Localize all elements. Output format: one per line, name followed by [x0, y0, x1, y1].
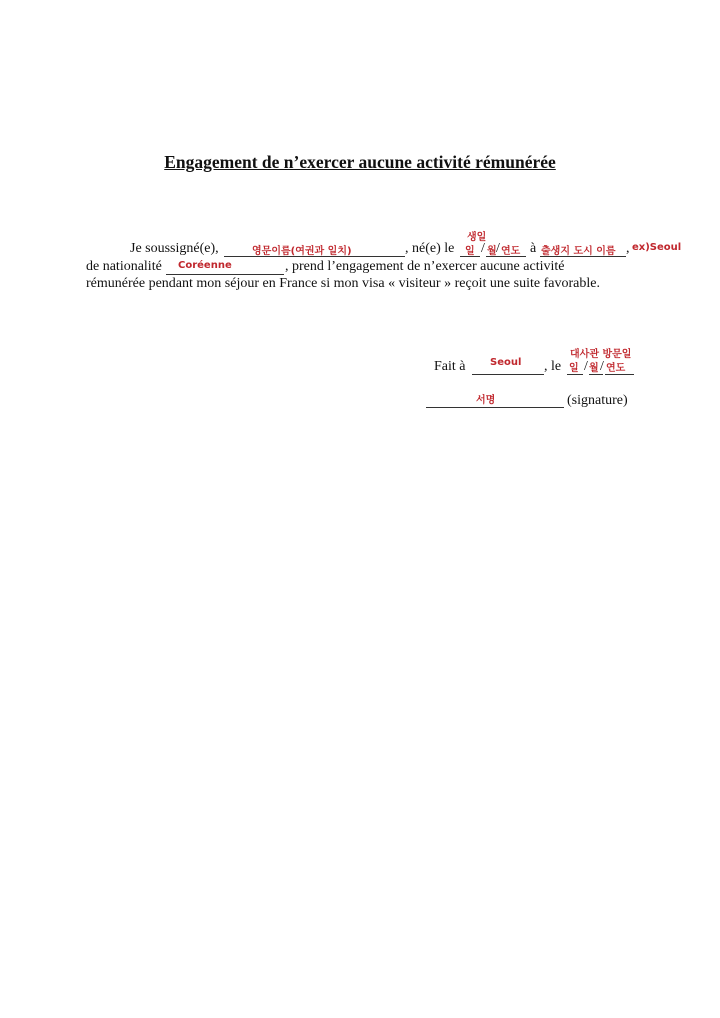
visit-day-field[interactable] — [567, 374, 583, 375]
slash: / — [496, 241, 500, 256]
slash: / — [600, 359, 604, 374]
nationality-label: de nationalité — [86, 259, 162, 274]
signature-hint: 서명 — [476, 395, 496, 406]
nationality-hint: Coréenne — [178, 260, 232, 271]
signature-label: (signature) — [567, 393, 628, 408]
birth-city-example: ex)Seoul — [632, 242, 682, 253]
slash: / — [481, 241, 485, 256]
visit-day-hint: 일 — [569, 363, 579, 374]
comma: , — [626, 241, 630, 256]
visit-date-hint: 대사관 방문일 — [570, 349, 632, 360]
engagement-text-cont: rémunérée pendant mon séjour en France si mon visa « visiteur » reçoit une suite favorable. — [86, 276, 600, 291]
signature-field[interactable] — [426, 407, 564, 408]
visit-month-hint: 월 — [589, 363, 599, 374]
birth-month-hint: 월 — [487, 246, 497, 257]
visit-year-hint: 연도 — [606, 363, 626, 374]
ne-le-label: , né(e) le — [405, 241, 455, 256]
engagement-text: , prend l’engagement de n’exercer aucune activité — [285, 259, 565, 274]
name-hint: 영문이름(여권과 일치) — [252, 246, 352, 257]
birth-date-hint: 생일 — [467, 232, 487, 243]
le-label: , le — [544, 359, 562, 374]
place-hint: Seoul — [490, 357, 522, 368]
place-field[interactable] — [472, 374, 544, 375]
a-label: à — [530, 241, 537, 256]
slash: / — [584, 359, 588, 374]
soussigne-label: Je soussigné(e), — [130, 241, 219, 256]
birth-day-hint: 일 — [465, 246, 475, 257]
birth-year-hint: 연도 — [501, 246, 521, 257]
document-title: Engagement de n’exercer aucune activité rémunérée — [164, 152, 556, 172]
fait-a-label: Fait à — [434, 359, 466, 374]
birth-city-hint: 출생지 도시 이름 — [541, 246, 616, 257]
visit-year-field[interactable] — [605, 374, 634, 375]
